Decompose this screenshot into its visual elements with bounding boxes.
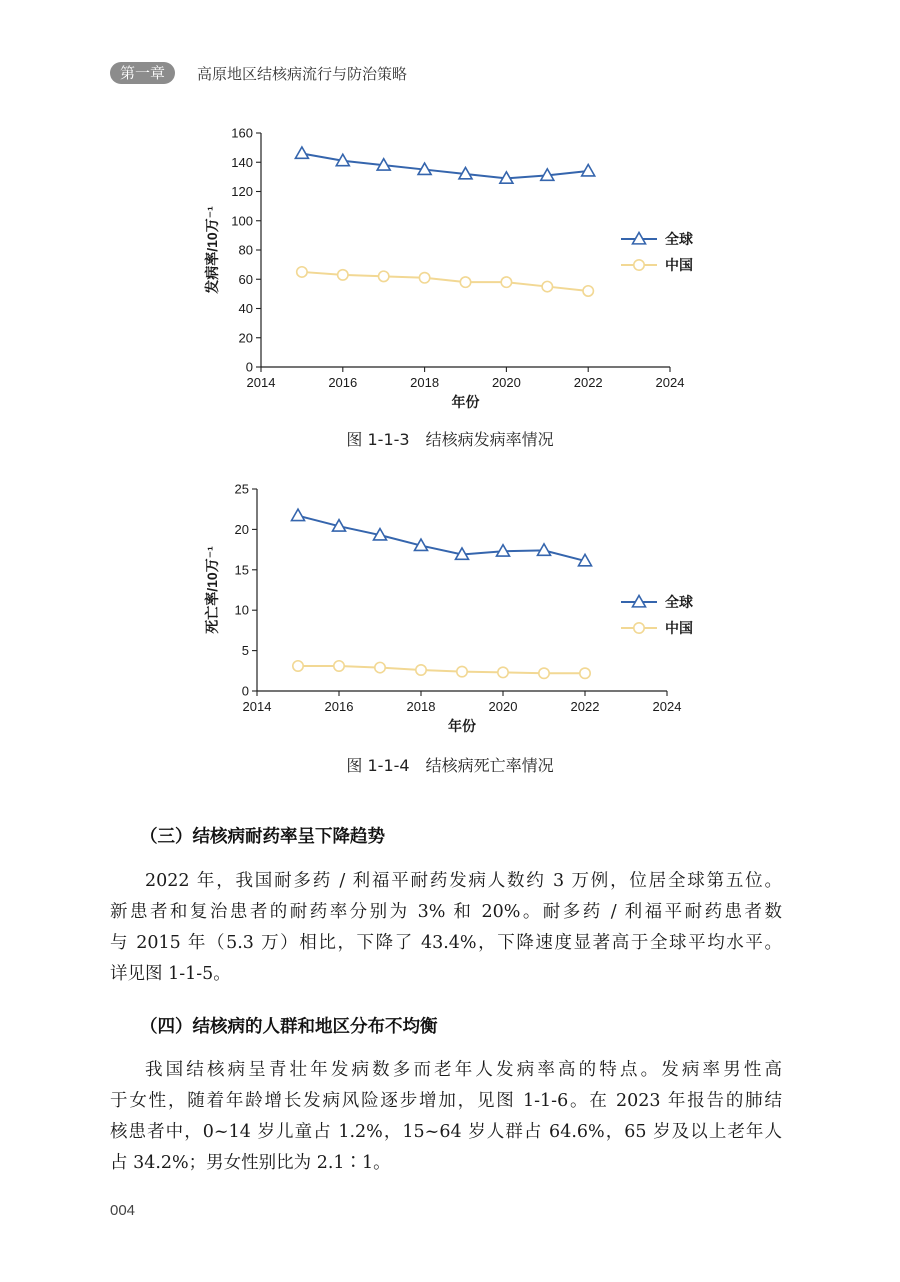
data-point-china	[542, 281, 552, 291]
legend-label: 中国	[665, 257, 693, 273]
data-point-china	[416, 665, 426, 675]
x-tick-label: 2020	[488, 699, 518, 714]
data-point-china	[379, 271, 389, 281]
section-heading-distribution: （四）结核病的人群和地区分布不均衡	[140, 1017, 438, 1037]
y-tick-label: 120	[231, 184, 253, 199]
x-axis-title: 年份	[451, 394, 480, 410]
legend-label: 中国	[665, 620, 693, 636]
data-point-china	[297, 267, 307, 277]
y-tick-label: 60	[238, 271, 253, 287]
paragraph-distribution	[110, 1055, 782, 1179]
book-title: 高原地区结核病流行与防治策略	[197, 64, 408, 83]
legend-marker	[634, 260, 644, 270]
paragraph-line: 详见图 1-1-5。	[110, 964, 231, 984]
figure-caption-1-1-3: 图 1-1-3 结核病发病率情况	[346, 430, 554, 449]
paragraph-line: 与 2015 年（5.3 万）相比，下降了 43.4%，下降速度显著高于全球平均水平。	[110, 933, 782, 953]
data-point-china	[334, 661, 344, 671]
chapter-badge: 第一章	[110, 62, 175, 84]
paragraph-line: 我国结核病呈青壮年发病数多而老年人发病率高的特点。发病率男性高	[145, 1060, 782, 1080]
x-axis-title: 年份	[448, 718, 476, 734]
y-tick-label: 0	[241, 683, 249, 699]
y-tick-label: 140	[231, 154, 253, 170]
x-tick-label: 2018	[410, 375, 440, 390]
data-point-china	[375, 662, 385, 672]
x-tick-label: 2014	[242, 699, 272, 714]
y-tick-label: 160	[231, 125, 253, 141]
data-point-china	[419, 273, 429, 283]
x-tick-label: 2020	[491, 375, 521, 390]
y-tick-label: 20	[234, 521, 249, 537]
data-point-china	[498, 667, 508, 677]
y-tick-label: 25	[234, 481, 249, 497]
paragraph-line: 新患者和复治患者的耐药率分别为 3% 和 20%。耐多药 / 利福平耐药患者数	[110, 902, 782, 922]
paragraph-line: 核患者中，0~14 岁儿童占 1.2%，15~64 岁人群占 64.6%，65 岁及以上老年人	[110, 1122, 782, 1142]
data-point-china	[501, 277, 511, 287]
y-tick-label: 100	[231, 213, 253, 229]
y-tick-label: 15	[234, 562, 249, 578]
paragraph-drug-resistance	[110, 866, 782, 990]
x-tick-label: 2022	[573, 375, 603, 390]
running-header	[110, 62, 407, 84]
data-point-china	[539, 668, 549, 678]
paragraph-line: 占 34.2%；男女性别比为 2.1∶1。	[110, 1153, 391, 1173]
paragraph-line: 于女性，随着年龄增长发病风险逐步增加，见图 1-1-6。在 2023 年报告的肺结	[110, 1091, 782, 1111]
y-tick-label: 80	[238, 242, 253, 258]
x-tick-label: 2024	[655, 375, 685, 390]
x-tick-label: 2014	[246, 375, 276, 390]
data-point-global	[295, 147, 308, 158]
x-tick-label: 2016	[324, 699, 354, 714]
paragraph-line: 2022 年，我国耐多药 / 利福平耐药发病人数约 3 万例，位居全球第五位。	[145, 871, 782, 891]
data-point-china	[583, 286, 593, 296]
incidence-chart	[0, 100, 900, 420]
y-tick-label: 5	[241, 643, 249, 659]
y-tick-label: 0	[245, 359, 253, 375]
y-axis-title: 死亡率/10万⁻¹	[204, 546, 220, 634]
legend-marker	[634, 623, 644, 633]
x-tick-label: 2024	[652, 699, 682, 714]
legend-label: 全球	[665, 594, 693, 610]
data-point-global	[582, 165, 595, 176]
y-tick-label: 20	[238, 330, 253, 346]
data-point-china	[293, 661, 303, 671]
figure-caption-1-1-4: 图 1-1-4 结核病死亡率情况	[346, 756, 554, 775]
data-point-global	[292, 509, 305, 520]
data-point-china	[460, 277, 470, 287]
y-axis-title: 发病率/10万⁻¹	[204, 206, 220, 294]
section-heading-drug-resistance: （三）结核病耐药率呈下降趋势	[140, 827, 385, 847]
data-point-china	[338, 270, 348, 280]
data-point-china	[580, 668, 590, 678]
page-number: 004	[110, 1202, 136, 1219]
x-tick-label: 2018	[406, 699, 436, 714]
y-tick-label: 10	[234, 602, 249, 618]
y-tick-label: 40	[238, 301, 253, 316]
x-tick-label: 2022	[570, 699, 600, 714]
legend-label: 全球	[665, 231, 693, 247]
data-point-china	[457, 666, 467, 676]
mortality-chart	[0, 470, 900, 750]
x-tick-label: 2016	[328, 375, 358, 390]
